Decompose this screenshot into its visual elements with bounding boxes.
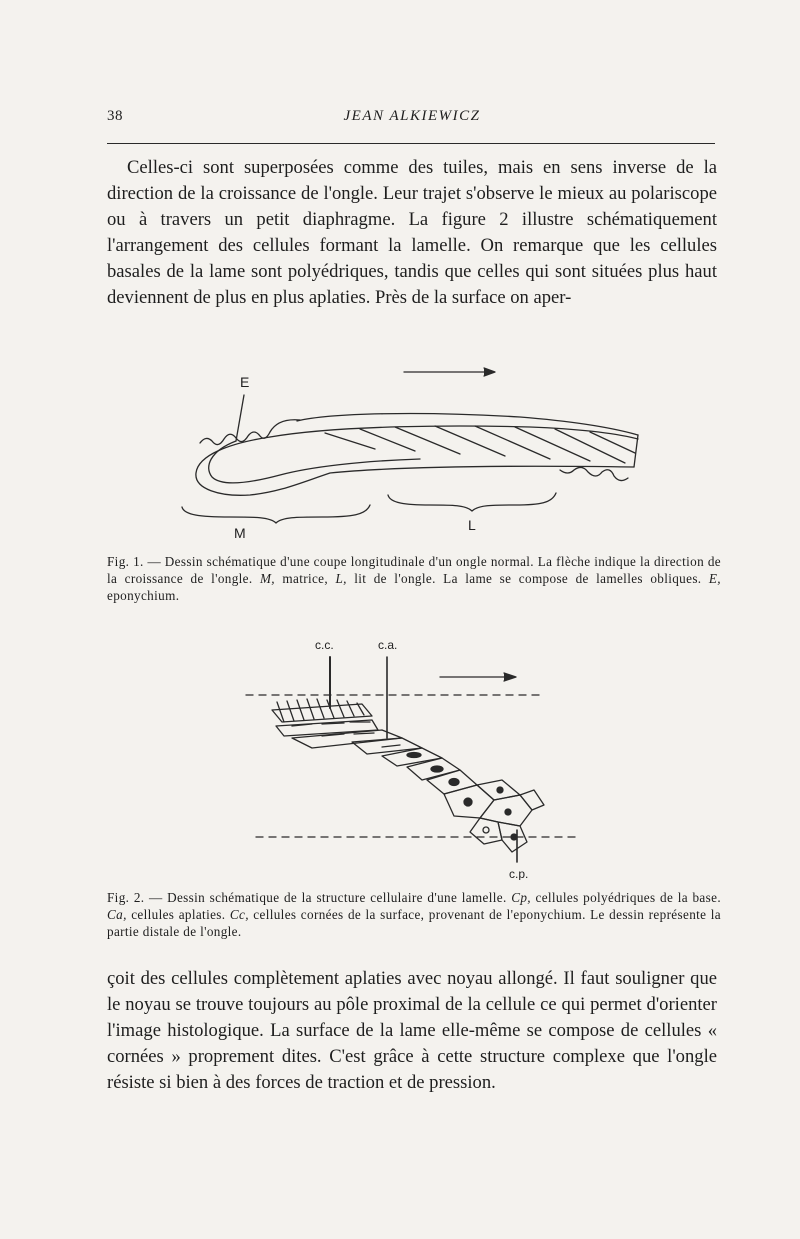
caption-2-cc-text: cellules cornées de la surface, provenant de l'eponychium. Le dessin représente la partie distale de l'ongle.	[107, 907, 722, 940]
paragraph-2: çoit des cellules complètement aplaties avec noyau allongé. Il faut souligner que le noyau se trouve toujours au pôle proximal de la cellule ce qui permet d'orienter l'image histologique. La surface de la lame elle-même se compose de cellules « cornées » proprement dites. C'est grâce à cette structure complexe que l'ongle résiste si bien à des forces de traction et de pression.	[107, 968, 717, 1094]
brace-matrix	[182, 505, 370, 523]
caption-1-l-abbr: L,	[335, 571, 347, 587]
caption-1-lead: Fig. 1. — Dessin schématique d'une coupe longitudinale d'un ongle normal. La flèche indique la direction de la croissance de l'ongle.	[107, 554, 721, 587]
flattened-cells	[292, 730, 477, 794]
brace-lamina	[388, 493, 556, 511]
caption-2-lead: Fig. 2. — Dessin schématique de la structure cellulaire d'une lamelle.	[107, 890, 507, 905]
figure-2-drawing	[232, 630, 592, 880]
label-cp: c.p.	[509, 867, 529, 880]
caption-2-ca-text: cellules aplaties.	[131, 907, 226, 923]
caption-1-e-abbr: E,	[708, 571, 721, 587]
paragraph-1: Celles-ci sont superposées comme des tuiles, mais en sens inverse de la direction de la croissance de l'ongle. Leur trajet s'observe le mieux au polariscope ou à travers un petit diaphragme. La figure 2 illustre schématiquement l'arrangement des cellules formant la lamelle. On remarque que les cellules basales de la lame sont polyédriques, tandis que celles qui sont situées plus haut deviennent de plus en plus aplaties. Près de la surface on aper-	[107, 157, 717, 309]
growth-arrow	[404, 368, 495, 376]
caption-2-cc-abbr: Cc,	[229, 907, 249, 923]
polyhedral-cells	[444, 780, 544, 852]
figure-1-caption	[107, 553, 721, 605]
caption-1-m-abbr: M,	[259, 571, 275, 587]
cornified-cells	[272, 699, 378, 736]
running-head: JEAN ALKIEWICZ	[343, 108, 481, 124]
page-number: 38	[107, 108, 123, 124]
label-cc: c.c.	[315, 638, 334, 652]
caption-2-cp-text: cellules polyédriques de la base.	[535, 890, 721, 905]
growth-arrow-2	[440, 673, 516, 681]
caption-2-cp-abbr: Cp,	[511, 890, 531, 905]
label-m: M	[234, 525, 246, 541]
page-header	[107, 108, 717, 132]
caption-1-l-text: lit de l'ongle. La lame se compose de lamelles obliques.	[354, 571, 702, 587]
figure-2-caption	[107, 889, 721, 941]
label-l: L	[468, 517, 476, 533]
label-e: E	[240, 374, 250, 390]
caption-2-ca-abbr: Ca,	[107, 907, 127, 923]
label-ca: c.a.	[378, 638, 398, 652]
header-rule	[107, 143, 715, 144]
caption-1-m-text: matrice,	[282, 571, 329, 587]
caption-1-e-text: eponychium.	[107, 588, 180, 604]
figure-1-drawing	[160, 355, 660, 550]
eponychium-pointer	[236, 395, 244, 441]
